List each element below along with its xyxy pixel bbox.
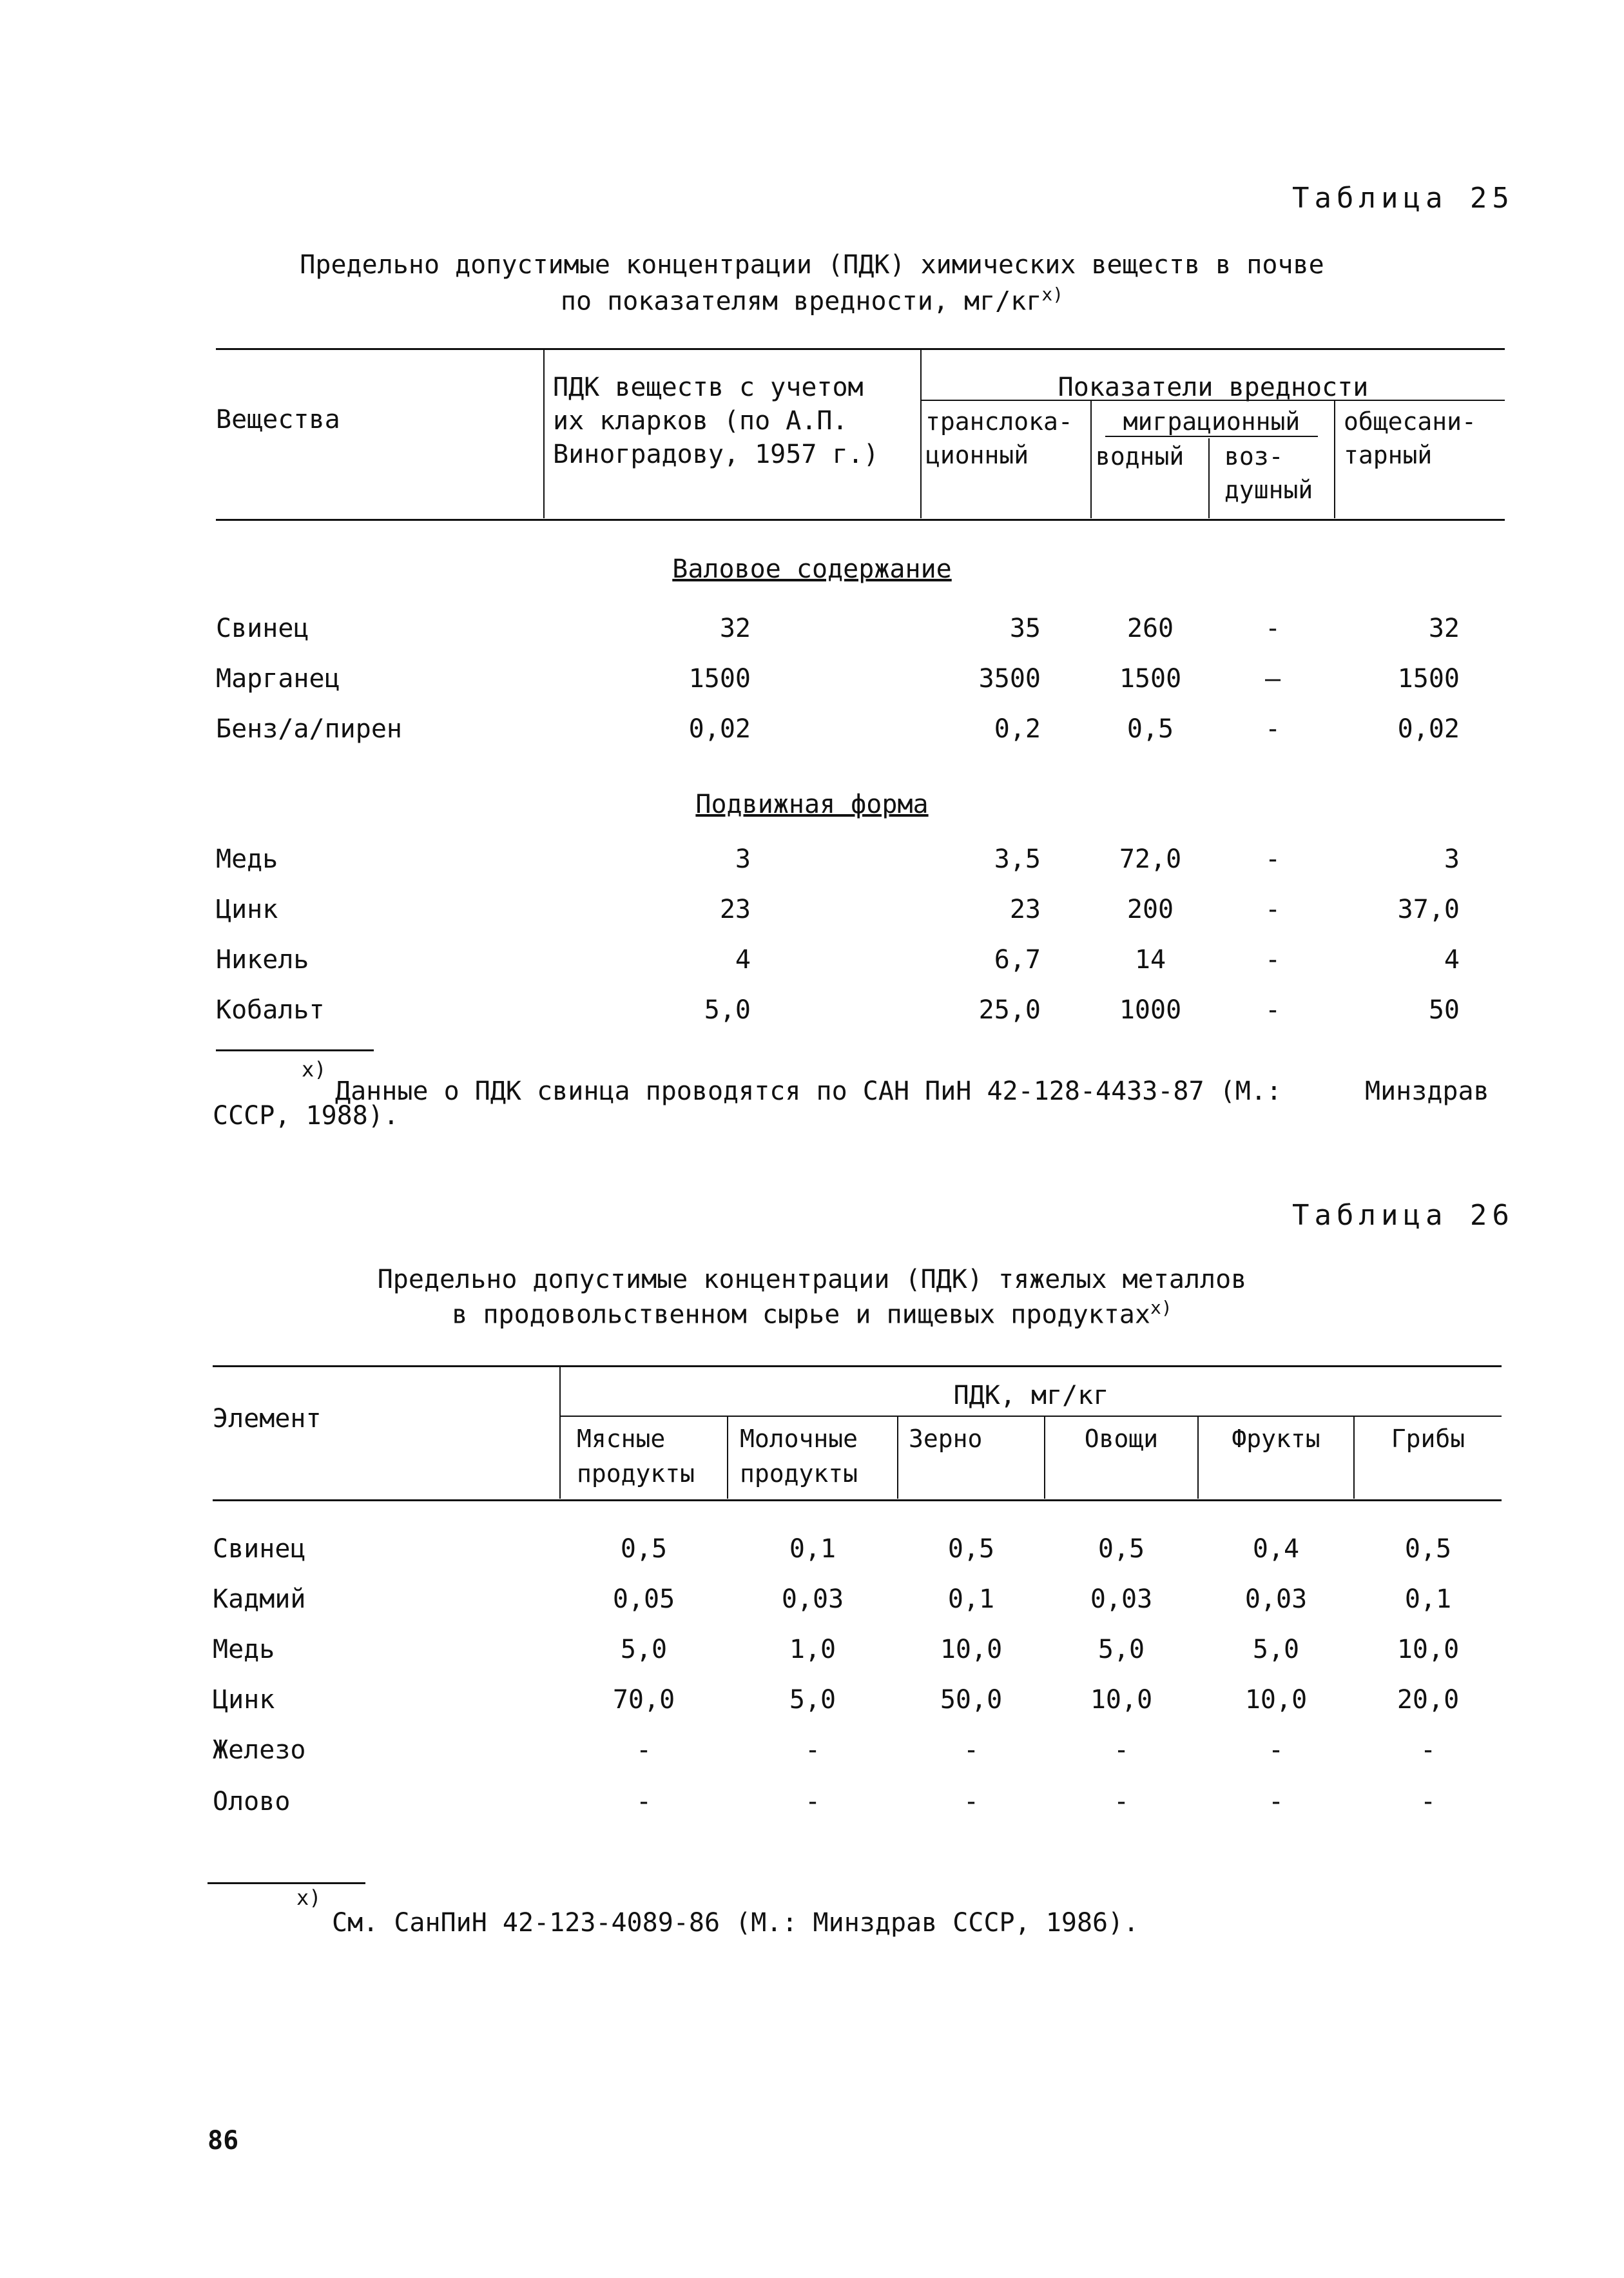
- table26-cell-grain: 0,5: [947, 1534, 995, 1564]
- table25-col-divider-1: [543, 349, 545, 518]
- table25-cell-water: 200: [1126, 895, 1174, 924]
- table26-cell-meat: -: [635, 1735, 652, 1765]
- table25-cell-water: 0,5: [1126, 714, 1174, 744]
- table26-cell-veg: 0,5: [1097, 1534, 1145, 1564]
- table25-cell-transloc: 23: [1009, 895, 1041, 924]
- table25-cell-water: 72,0: [1119, 844, 1182, 874]
- table26-header-mushrooms: Грибы: [1391, 1425, 1465, 1453]
- table26-cell-meat: 5,0: [620, 1635, 668, 1664]
- table26-col-divider-3: [897, 1417, 898, 1499]
- table25-header-general-line2: тарный: [1344, 441, 1433, 469]
- table25-cell-air: -: [1264, 614, 1281, 643]
- table26-cell-milk: 0,03: [781, 1584, 844, 1614]
- table25-cell-transloc: 0,2: [994, 714, 1041, 744]
- table26-cell-fruit: -: [1268, 1735, 1284, 1765]
- table25-caption-footnote-mark: х): [1041, 284, 1064, 305]
- table26-cell-veg: -: [1113, 1787, 1130, 1816]
- table25-cell-pdk: 23: [719, 895, 751, 924]
- table25-section-gross: Валовое содержание: [672, 554, 952, 584]
- table25-row-name: Свинец: [216, 614, 309, 643]
- table25-cell-water: 1000: [1119, 995, 1182, 1025]
- table25-col-divider-3: [1090, 401, 1092, 518]
- table25-cell-transloc: 35: [1009, 614, 1041, 643]
- table26-cell-milk: 0,1: [789, 1534, 836, 1564]
- table25-cell-air: -: [1264, 895, 1281, 924]
- table26-header-fruit: Фрукты: [1232, 1425, 1320, 1453]
- table26-cell-milk: -: [804, 1787, 821, 1816]
- table26-caption-footnote-mark: х): [1150, 1297, 1172, 1318]
- page-number: 86: [208, 2126, 239, 2156]
- table25-header-water: водный: [1096, 442, 1184, 471]
- table25-footnote-line2: СССР, 1988).: [213, 1101, 399, 1131]
- table25-col-divider-5: [1334, 401, 1335, 518]
- table25-cell-general: 3: [1444, 844, 1460, 874]
- table25-cell-pdk: 5,0: [704, 995, 751, 1025]
- table25-cell-transloc: 3500: [978, 664, 1041, 694]
- table26-cell-veg: -: [1113, 1735, 1130, 1765]
- table25-caption-line1: Предельно допустимые концентрации (ПДК) химических веществ в почве: [300, 250, 1324, 280]
- table26-cell-veg: 10,0: [1090, 1685, 1153, 1715]
- table25-cell-general: 0,02: [1397, 714, 1460, 744]
- table25-header-harm-group: Показатели вредности: [1058, 373, 1369, 402]
- table26-row-name: Железо: [213, 1735, 306, 1765]
- table25-top-rule: [216, 348, 1505, 350]
- table25-header-bottom-rule: [216, 519, 1505, 521]
- table26-row-name: Кадмий: [213, 1584, 306, 1614]
- table25-cell-pdk: 0,02: [688, 714, 751, 744]
- table25-cell-transloc: 25,0: [978, 995, 1041, 1025]
- table26-cell-fruit: 0,03: [1244, 1584, 1308, 1614]
- table26-header-element: Элемент: [213, 1404, 322, 1434]
- table26-cell-mushrooms: -: [1420, 1735, 1436, 1765]
- table25-cell-general: 32: [1428, 614, 1460, 643]
- table25-header-migr-group: миграционный: [1123, 407, 1300, 436]
- table25-header-general-line1: общесани-: [1344, 407, 1476, 436]
- table26-cell-grain: 0,1: [947, 1584, 995, 1614]
- table26-cell-fruit: 0,4: [1252, 1534, 1300, 1564]
- table25-header-transloc-line2: ционный: [925, 441, 1029, 469]
- table26-cell-meat: 0,05: [612, 1584, 675, 1614]
- table26-header-veg: Овощи: [1084, 1425, 1159, 1453]
- table26-cell-fruit: -: [1268, 1787, 1284, 1816]
- table25-cell-transloc: 3,5: [994, 844, 1041, 874]
- table26-footnote-text: См. СанПиН 42-123-4089-86 (М.: Минздрав СССР, 1986).: [332, 1908, 1139, 1938]
- table25-cell-pdk: 3: [735, 844, 751, 874]
- table26-cell-grain: 50,0: [940, 1685, 1003, 1715]
- table25-row-name: Медь: [216, 844, 278, 874]
- table25-header-pdk-line3: Виноградову, 1957 г.): [553, 440, 879, 469]
- table26-cell-milk: 5,0: [789, 1685, 836, 1715]
- table25-cell-pdk: 1500: [688, 664, 751, 694]
- table25-cell-general: 4: [1444, 945, 1460, 975]
- table25-col-divider-4: [1208, 438, 1210, 518]
- table26-caption-line2: в продовольственном сырье и пищевых продуктах$^{х)}$: [452, 1297, 1172, 1330]
- table26-cell-meat: 0,5: [620, 1534, 668, 1564]
- table25-cell-transloc: 6,7: [994, 945, 1041, 975]
- table26-cell-veg: 0,03: [1090, 1584, 1153, 1614]
- table25-cell-general: 37,0: [1397, 895, 1460, 924]
- table26-pdk-rule: [561, 1416, 1502, 1417]
- table26-header-grain: Зерно: [909, 1425, 983, 1453]
- table25-cell-general: 50: [1428, 995, 1460, 1025]
- table26-cell-veg: 5,0: [1097, 1635, 1145, 1664]
- table26-col-divider-2: [727, 1417, 728, 1499]
- table25-cell-air: -: [1264, 945, 1281, 975]
- table25-cell-general: 1500: [1397, 664, 1460, 694]
- table26-cell-mushrooms: 10,0: [1397, 1635, 1460, 1664]
- table25-row-name: Цинк: [216, 895, 278, 924]
- table26-row-name: Медь: [213, 1635, 275, 1664]
- table25-header-air-line2: душный: [1224, 476, 1313, 504]
- table26-row-name: Цинк: [213, 1685, 275, 1715]
- table25-row-name: Бенз/а/пирен: [216, 714, 402, 744]
- table25-cell-air: -: [1264, 844, 1281, 874]
- table26-cell-grain: -: [963, 1735, 980, 1765]
- table26-cell-grain: -: [963, 1787, 980, 1816]
- table25-footnote-line1-end: Минздрав: [1365, 1076, 1489, 1106]
- table26-header-bottom-rule: [213, 1499, 1502, 1501]
- table26-cell-fruit: 5,0: [1252, 1635, 1300, 1664]
- table25-label: Таблица 25: [1292, 182, 1514, 215]
- table26-header-pdk-group: ПДК, мг/кг: [953, 1381, 1109, 1410]
- table26-cell-mushrooms: 0,1: [1404, 1584, 1452, 1614]
- table26-cell-mushrooms: 0,5: [1404, 1534, 1452, 1564]
- table25-cell-water: 260: [1126, 614, 1174, 643]
- table25-footnote-mark: х): [302, 1057, 327, 1082]
- table25-caption-line2: по показателям вредности, $мг/кг^{х)}$: [560, 284, 1064, 316]
- table25-cell-air: —: [1264, 664, 1281, 694]
- table25-row-name: Марганец: [216, 664, 340, 694]
- table25-row-name: Никель: [216, 945, 309, 975]
- table25-migr-rule: [1105, 436, 1318, 437]
- table26-cell-milk: -: [804, 1735, 821, 1765]
- table26-cell-meat: 70,0: [612, 1685, 675, 1715]
- table26-header-milk-line2: продукты: [740, 1459, 858, 1488]
- table25-footnote-rule: [216, 1049, 374, 1051]
- table26-top-rule: [213, 1365, 1502, 1367]
- table25-header-air-line1: воз-: [1224, 442, 1284, 471]
- table25-row-name: Кобальт: [216, 995, 325, 1025]
- table26-row-name: Свинец: [213, 1534, 306, 1564]
- table25-cell-water: 14: [1134, 945, 1166, 975]
- table25-cell-water: 1500: [1119, 664, 1182, 694]
- table26-footnote-mark: х): [296, 1885, 322, 1910]
- table26-cell-meat: -: [635, 1787, 652, 1816]
- table26-cell-milk: 1,0: [789, 1635, 836, 1664]
- table25-cell-pdk: 4: [735, 945, 751, 975]
- table26-caption-line1: Предельно допустимые концентрации (ПДК) тяжелых металлов: [377, 1265, 1247, 1294]
- table26-header-milk-line1: Молочные: [740, 1425, 858, 1453]
- table26-footnote-rule: [208, 1882, 365, 1884]
- table26-cell-mushrooms: 20,0: [1397, 1685, 1460, 1715]
- table25-header-substance: Вещества: [216, 405, 340, 434]
- table25-cell-pdk: 32: [719, 614, 751, 643]
- table25-cell-air: -: [1264, 714, 1281, 744]
- table25-cell-air: -: [1264, 995, 1281, 1025]
- table26-label: Таблица 26: [1292, 1199, 1514, 1232]
- table25-section-mobile: Подвижная форма: [695, 790, 929, 819]
- table25-header-pdk-line2: их кларков (по А.П.: [553, 406, 848, 436]
- table25-header-pdk-line1: ПДК веществ с учетом: [553, 373, 864, 402]
- table26-header-meat-line2: продукты: [577, 1459, 695, 1488]
- table26-cell-mushrooms: -: [1420, 1787, 1436, 1816]
- table26-cell-grain: 10,0: [940, 1635, 1003, 1664]
- table25-header-transloc-line1: транслока-: [925, 407, 1073, 436]
- table26-header-meat-line1: Мясные: [577, 1425, 666, 1453]
- table26-row-name: Олово: [213, 1787, 291, 1816]
- table26-cell-fruit: 10,0: [1244, 1685, 1308, 1715]
- table25-footnote-line1: Данные о ПДК свинца проводятся по САН ПиН 42-128-4433-87 (М.:: [335, 1076, 1282, 1106]
